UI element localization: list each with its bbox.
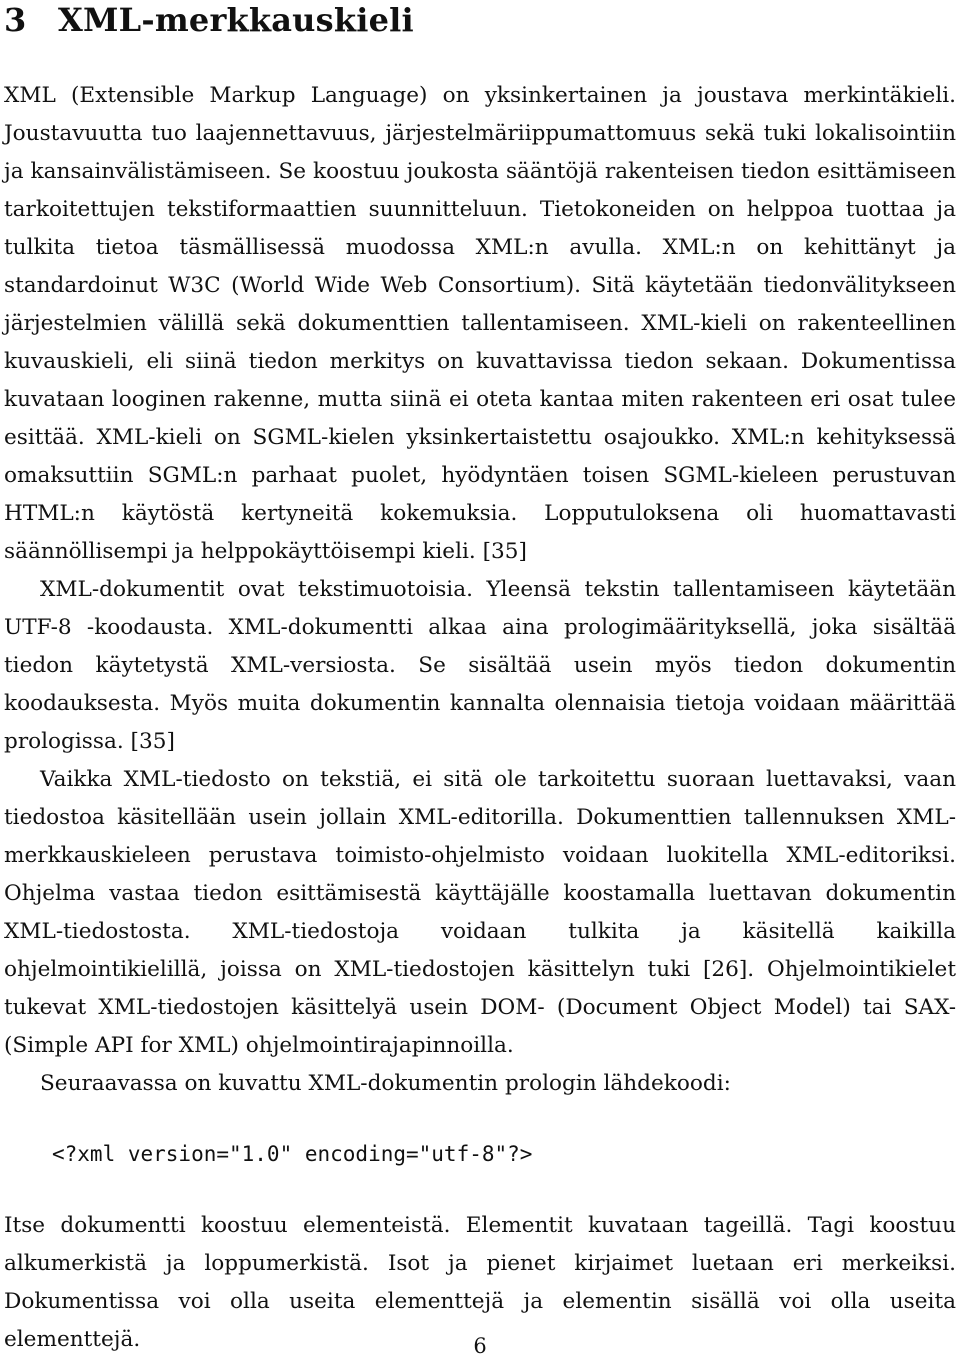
- section-title: XML-merkkauskieli: [58, 1, 414, 39]
- paragraph-elements: Itse dokumentti koostuu elementeistä. Elementit kuvataan tageillä. Tagi koostuu alkumerkistä ja loppumerkistä. Isot ja pienet kirjaimet luetaan eri merkeiksi. Dokumentissa voi olla useita elementtejä ja elementin sisällä voi olla useita elementtejä.: [4, 1213, 956, 1352]
- paragraph-xml-editors: Vaikka XML-tiedosto on tekstiä, ei sitä ole tarkoitettu suoraan luettavaksi, vaan tiedostoa käsitellään usein jollain XML-editorilla. Dokumenttien tallennuksen XML-merkkauskieleen perustava toimisto-ohjelmisto voidaan luokitella XML-editoriksi. Ohjelma vastaa tiedon esittämisestä käyttäjälle koostamalla luettavan dokumentin XML-tiedostosta. XML-tiedostoja voidaan tulkita ja käsitellä kaikilla ohjelmointikielillä, joissa on XML-tiedostojen käsittelyn tuki [26]. Ohjelmointikielet tukevat XML-tiedostojen käsittelyä usein DOM- (Document Object Model) tai SAX- (Simple API for XML) ohjelmointirajapinnoilla.: [4, 767, 956, 1058]
- paragraph-xml-intro: XML (Extensible Markup Language) on yksinkertainen ja joustava merkintäkieli. Joustavuutta tuo laajennettavuus, järjestelmäriippumattomuus sekä tuki lokalisointiin ja kansainvälistämiseen. Se koostuu joukosta sääntöjä rakenteisen tiedon esittämiseen tarkoitettujen tekstiformaattien suunnitteluun. Tietokoneiden on helppoa tuottaa ja tulkita tietoa täsmällisessä muodossa XML:n avulla. XML:n on kehittänyt ja standardoinut W3C (World Wide Web Consortium). Sitä käytetään tiedonvälitykseen järjestelmien välillä sekä dokumenttien tallentamiseen. XML-kieli on rakenteellinen kuvauskieli, eli siinä tiedon merkitys on kuvattavissa tiedon sekaan. Dokumentissa kuvataan looginen rakenne, mutta siinä ei oteta kantaa miten rakenteen eri osat tulee esittää. XML-kieli on SGML-kielen yksinkertaistettu osajoukko. XML:n kehityksessä omaksuttiin SGML:n parhaat puolet, hyödyntäen toisen SGML-kieleen perustuvan HTML:n käytöstä kertyneitä kokemuksia. Lopputuloksena oli huomattavasti säännöllisempi ja helppokäyttöisempi kieli. [35]: [4, 83, 956, 564]
- section-number: 3: [4, 1, 27, 39]
- code-sample-prolog: <?xml version="1.0" encoding="utf-8"?>: [52, 1142, 533, 1166]
- paragraph-prolog-intro: Seuraavassa on kuvattu XML-dokumentin prologin lähdekoodi:: [40, 1071, 731, 1096]
- document-page: [4, 0, 956, 1359]
- page-number: 6: [473, 1334, 487, 1358]
- section-heading: [4, 0, 956, 44]
- paragraph-xml-documents: XML-dokumentit ovat tekstimuotoisia. Yleensä tekstin tallentamiseen käytetään UTF-8 -koodausta. XML-dokumentti alkaa aina prologimäärityksellä, joka sisältää tiedon käytetystä XML-versiosta. Se sisältää usein myös tiedon dokumentin koodauksesta. Myös muita dokumentin kannalta olennaisia tietoja voidaan määrittää prologissa. [35]: [4, 577, 956, 754]
